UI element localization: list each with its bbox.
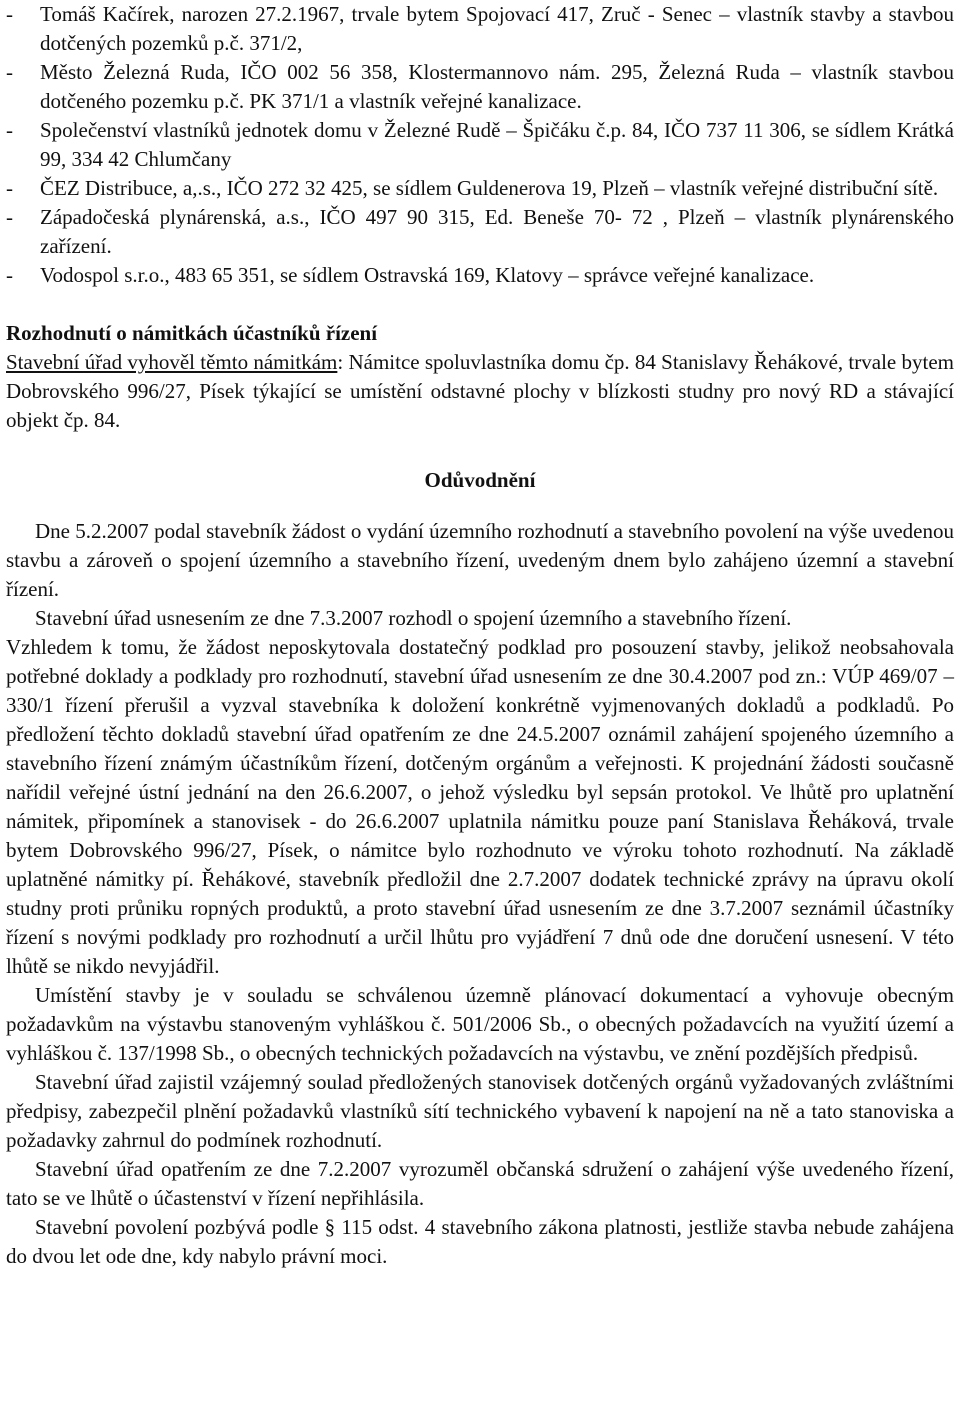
decision-heading: Rozhodnutí o námitkách účastníků řízení	[6, 321, 378, 345]
reasoning-paragraph: Stavební úřad usnesením ze dne 7.3.2007 rozhodl o spojení územního a stavebního řízení.	[35, 606, 792, 630]
reasoning-paragraph: Stavební povolení pozbývá podle § 115 odst. 4 stavebního zákona platnosti, jestliže stavba nebude zahájena do dvou let ode dne, kdy nabylo právní moci.	[6, 1215, 954, 1268]
reasoning-paragraph: Umístění stavby je v souladu se schválenou územně plánovací dokumentací a vyhovuje obecným požadavkům na výstavbu stanoveným vyhláškou č. 501/2006 Sb., o obecných požadavcích na využití území a vyhláškou č. 137/1998 Sb., o obecných technických požadavcích na výstavbu, ve znění pozdějších předpisů.	[6, 983, 954, 1065]
list-item: - Západočeská plynárenská, a.s., IČO 497 90 315, Ed. Beneše 70- 72 , Plzeň – vlastník plynárenského zařízení.	[6, 205, 954, 258]
reasoning-paragraph: Stavební úřad zajistil vzájemný soulad předložených stanovisek dotčených orgánů vyžadovaných zvláštními předpisy, zabezpečil plnění požadavků vlastníků sítí technického vybavení k napojení na ně a tato stanoviska a požadavky zahrnul do podmínek rozhodnutí.	[6, 1070, 954, 1152]
list-item: - Město Železná Ruda, IČO 002 56 358, Klostermannovo nám. 295, Železná Ruda – vlastník stavbou dotčeného pozemku p.č. PK 371/1 a vlastník veřejné kanalizace.	[6, 60, 954, 113]
list-item: - ČEZ Distribuce, a,.s., IČO 272 32 425, se sídlem Guldenerova 19, Plzeň – vlastník veřejné distribuční sítě.	[6, 176, 939, 200]
decision-lead: Stavební úřad vyhověl těmto námitkám	[6, 350, 338, 374]
decision-paragraph	[6, 348, 954, 435]
participant-list	[6, 0, 954, 290]
list-item: - Společenství vlastníků jednotek domu v Železné Rudě – Špičáku č.p. 84, IČO 737 11 306, se sídlem Krátká 99, 334 42 Chlumčany	[6, 118, 954, 171]
list-item: - Tomáš Kačírek, narozen 27.2.1967, trvale bytem Spojovací 417, Zruč - Senec – vlastník stavby a stavbou dotčených pozemků p.č. 371/2,	[6, 2, 954, 55]
reasoning-paragraph: Vzhledem k tomu, že žádost neposkytovala dostatečný podklad pro posouzení stavby, jelikož neobsahovala potřebné doklady a podklady pro rozhodnutí, stavební úřad usnesením ze dne 30.4.2007 pod zn.: VÚP 469/07 – 330/1 řízení přerušil a vyzval stavebníka k doložení konkrétně vyjmenovaných dokladů a podkladů. Po předložení těchto dokladů stavební úřad opatřením ze dne 24.5.2007 oznámil zahájení spojeného územního a stavebního řízení známým účastníkům řízení, dotčeným orgánům a veřejnosti. K projednání žádosti současně nařídil veřejné ústní jednání na den 26.6.2007, o jehož výsledku byl sepsán protokol. Ve lhůtě pro uplatnění námitek, připomínek a stanovisek - do 26.6.2007 uplatnila námitku pouze paní Stanislava Řeháková, trvale bytem Dobrovského 996/27, Písek, o námitce bylo rozhodnuto ve výroku tohoto rozhodnutí. Na základě uplatněné námitky pí. Řehákové, stavebník předložil dne 2.7.2007 dodatek technické zprávy na úpravu okolí studny proti průniku ropných produktů, a proto stavební úřad usnesením ze dne 3.7.2007 seznámil účastníky řízení s novými podklady pro rozhodnutí a určil lhůtu pro vyjádření 7 dnů ode dne doručení usnesení. V této lhůtě se nikdo nevyjádřil.	[6, 635, 954, 978]
reasoning-paragraph: Dne 5.2.2007 podal stavebník žádost o vydání územního rozhodnutí a stavebního povolení na výše uvedenou stavbu a zároveň o spojení územního a stavebního řízení, uvedeným dnem bylo zahájeno územní a stavební řízení.	[6, 519, 954, 601]
decision-text: : Námitce spoluvlastníka domu čp. 84 Stanislavy Řehákové, trvale bytem Dobrovského 996/27, Písek týkající se umístění odstavné plochy v blízkosti studny pro nový RD a stávající objekt čp. 84.	[6, 350, 954, 432]
reasoning-title: Odůvodnění	[424, 468, 536, 492]
reasoning-paragraph: Stavební úřad opatřením ze dne 7.2.2007 vyrozuměl občanská sdružení o zahájení výše uvedeného řízení, tato se ve lhůtě o účastenství v řízení nepřihlásila.	[6, 1157, 954, 1210]
list-item: - Vodospol s.r.o., 483 65 351, se sídlem Ostravská 169, Klatovy – správce veřejné kanalizace.	[6, 263, 815, 287]
